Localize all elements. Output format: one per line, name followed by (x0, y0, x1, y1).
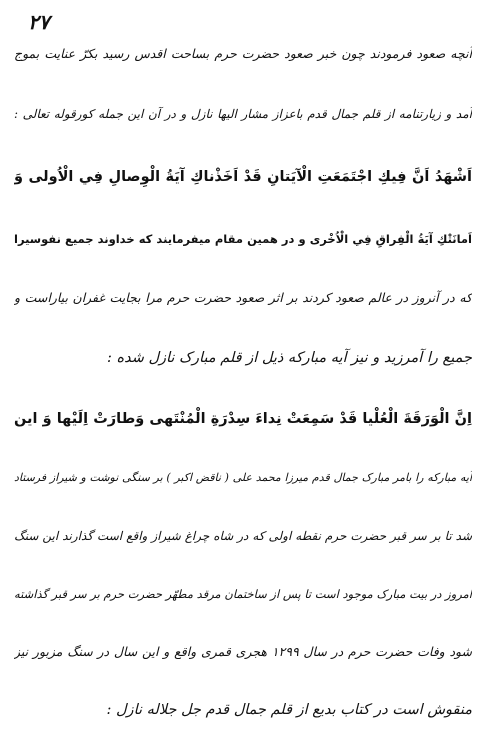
text-line: شد تا بر سر قبر حضرت حرم نقطه اولی که در شاه چراغ شیراز واقع است گذارند این سنگ (14, 529, 472, 543)
text-line: آیه مبارکه را بامر مبارک جمال قدم میرزا محمد علی ( ناقض اکبر ) بر سنگی نوشت و شیراز فرستاد (14, 471, 472, 484)
text-line: آنچه صعود فرمودند چون خبر صعود حضرت حرم بساحت اقدس رسید بکرّ عنایت بموج (14, 46, 472, 61)
quote-line: اَشْهَدُ اَنَّ فِيكِ اجْتَمَعَتِ الْآيَتانِ قَدْ اَخَذْناكِ آيَةُ الْوِصالِ فِي الْاُولى وَ (14, 169, 472, 185)
text-line: شود وفات حضرت حرم در سال ۱۲۹۹ هجری قمری واقع و این سال در سنگ مزبور نیز (14, 644, 472, 659)
page-number: ۲۷ (28, 10, 50, 34)
quote-line: اِنَّ الْوَرَقَةَ الْعُلْيا قَدْ سَمِعَتْ نِداءَ سِدْرَةِ الْمُنْتَهى وَطارَتْ اِلَيْها وَ این (14, 411, 472, 427)
text-line: جمیع را آمرزید و نیز آیه مبارکه ذیل از قلم مبارک نازل شده : (107, 350, 472, 366)
text-line: آمد و زیارتنامه از قلم جمال قدم باعزاز مشار الیها نازل و در آن این جمله کورقوله تعالی : (14, 107, 472, 121)
text-line: امروز در بیت مبارک موجود است تا پس از ساختمان مرقد مطهّر حضرت حرم بر سر قبر گذاشته (14, 587, 472, 601)
text-line: که در آنروز در عالم صعود کردند بر اثر صعود حضرت حرم مرا بجایت غفران بیاراست و (14, 290, 472, 305)
text-line: منقوش است در کتاب بدیع از قلم جمال قدم جل جلاله نازل : (106, 702, 472, 718)
quote-line: اَمانَتْكِ آيَةُ الْفِراقِ فِي الْاُخْرى و در همین مقام میفرمایند که خداوند جمیع نفوسیرا (14, 232, 472, 246)
text-block (14, 40, 472, 724)
